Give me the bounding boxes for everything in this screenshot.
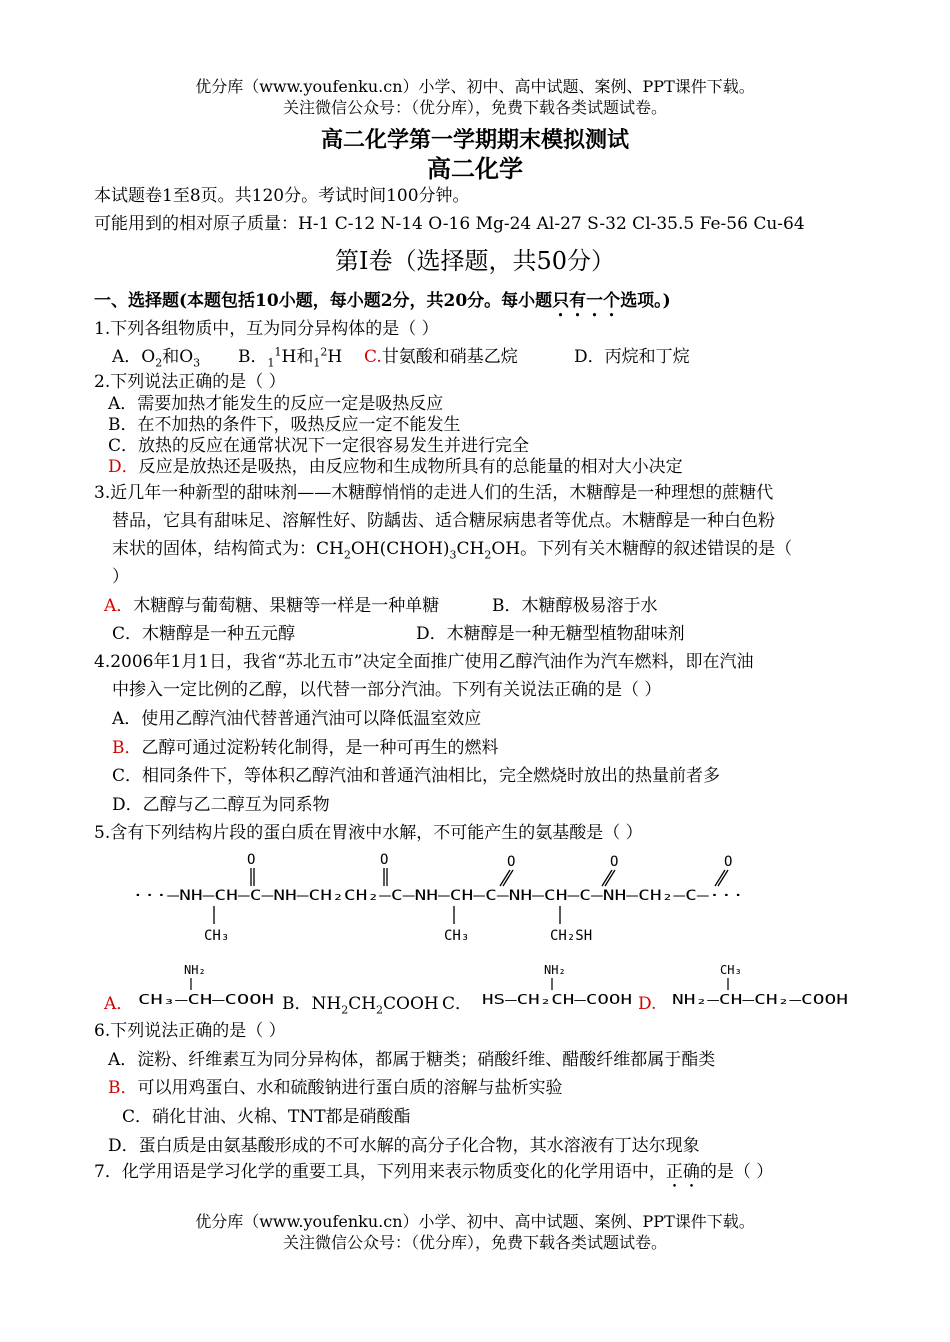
footer-line-1: 优分库（www.youfenku.cn）小学、初中、高中试题、案例、PPT课件下载。 — [195, 1212, 755, 1231]
q3-line-2: 替品，它具有甜味足、溶解性好、防龋齿、适合糖尿病患者等优点。木糖醇是一种白色粉 — [112, 511, 775, 531]
carbonyl-oxygen: O — [610, 854, 619, 870]
q6-stem: 6.下列说法正确的是（ ） — [94, 1021, 286, 1041]
section-heading-a: 一、选择题(本题包括10小题，每小题2分，共20分。每小题 — [94, 291, 553, 311]
q7-stem: 7．化学用语是学习化学的重要工具，下列用来表示物质变化的化学用语中，正确的是（ ） — [94, 1162, 774, 1182]
q5-stem: 5.含有下列结构片段的蛋白质在胃液中水解，不可能产生的氨基酸是（ ） — [94, 823, 643, 843]
svg-text:HS—CH₂CH—COOH: HS—CH₂CH—COOH — [482, 993, 632, 1008]
svg-text:NH₂—CH—CH₂—COOH: NH₂—CH—CH₂—COOH — [672, 993, 848, 1008]
q2-option-d: D．反应是放热还是吸热，由反应物和生成物所具有的总能量的相对大小决定 — [108, 457, 683, 477]
q5-option-a-letter: A． — [104, 994, 134, 1014]
q2-stem: 2.下列说法正确的是（ ） — [94, 372, 286, 392]
q2-option-b: B．在不加热的条件下，吸热反应一定不能发生 — [108, 415, 461, 435]
side-chain-ch3: CH₃ — [444, 928, 470, 944]
q3-line-3: 末状的固体，结构简式为：$CH_2OH(CHOH)_3CH_2OH$。下列有关木糖醇的叙述错误的是（ — [112, 539, 793, 562]
header-line-2: 关注微信公众号：（优分库），免费下载各类试题试卷。 — [282, 98, 667, 117]
q5-option-a-formula — [136, 958, 276, 1010]
q3-line-1: 3.近几年一种新型的甜味剂——木糖醇悄悄的走进人们的生活，木糖醇是一种理想的蔗糖代 — [94, 483, 774, 503]
q3-option-d: D．木糖醇是一种无糖型植物甜味剂 — [416, 624, 685, 644]
carbonyl-oxygen: O — [380, 852, 389, 868]
q6-option-b: B．可以用鸡蛋白、水和硫酸钠进行蛋白质的溶解与盐析实验 — [108, 1078, 563, 1098]
peptide-chain: ···—NH—CH—C—NH—CH₂CH₂—C—NH—CH—C—NH—CH—C—NH—CH₂—C—··· — [132, 888, 744, 904]
side-chain-ch2sh: CH₂SH — [550, 928, 593, 944]
q6-option-a: A．淀粉、纤维素互为同分异构体，都属于糖类；硝酸纤维、醋酸纤维都属于酯类 — [108, 1050, 716, 1070]
svg-text:NH₂: NH₂ — [544, 963, 566, 977]
header-line-1: 优分库（www.youfenku.cn）小学、初中、高中试题、案例、PPT课件下载。 — [195, 77, 755, 96]
q4-option-b: B．乙醇可通过淀粉转化制得，是一种可再生的燃料 — [112, 738, 499, 758]
svg-text:NH₂: NH₂ — [184, 963, 206, 977]
q2-option-c: C．放热的反应在通常状况下一定很容易发生并进行完全 — [108, 436, 530, 456]
section-heading — [94, 290, 671, 321]
exam-intro: 本试题卷1至8页。共120分。考试时间100分钟。 — [94, 186, 470, 206]
carbonyl-oxygen: O — [247, 852, 256, 868]
atomic-masses: 可能用到的相对原子质量：H-1 C-12 N-14 O-16 Mg-24 Al-27 S-32 Cl-35.5 Fe-56 Cu-64 — [94, 214, 805, 234]
section-heading-emph: 只有一个 — [552, 291, 621, 311]
q4-line-1: 4.2006年1月1日，我省“苏北五市”决定全面推广使用乙醇汽油作为汽车燃料，即在汽油 — [94, 652, 754, 672]
q1-option-d: D．丙烷和丁烷 — [574, 347, 690, 367]
q5-option-d-formula — [670, 958, 852, 1010]
q5-option-c-formula — [480, 958, 634, 1010]
q1-option-c: C.甘氨酸和硝基乙烷 — [364, 347, 518, 367]
q1-option-a: A．$O_2$和$O_3$ — [112, 347, 201, 370]
svg-text:CH₃: CH₃ — [720, 963, 742, 977]
q2-option-a: A．需要加热才能发生的反应一定是吸热反应 — [108, 394, 444, 414]
svg-text:CH₃—CH—COOH: CH₃—CH—COOH — [138, 993, 274, 1008]
q1-option-b: B．$_1^1$H和$_1^2$H — [238, 345, 343, 370]
q6-option-d: D．蛋白质是由氨基酸形成的不可水解的高分子化合物，其水溶液有丁达尔现象 — [108, 1136, 700, 1156]
q4-option-c: C．相同条件下，等体积乙醇汽油和普通汽油相比，完全燃烧时放出的热量前者多 — [112, 766, 721, 786]
q3-line-4: ） — [112, 567, 129, 587]
q5-option-c-letter: C． — [442, 994, 473, 1014]
q5-option-d-letter: D. — [638, 994, 657, 1014]
side-chain-ch3: CH₃ — [204, 928, 230, 944]
footer-line-2: 关注微信公众号：（优分库），免费下载各类试题试卷。 — [282, 1233, 667, 1252]
q6-option-c: C．硝化甘油、火棉、TNT都是硝酸酯 — [122, 1107, 411, 1127]
carbonyl-oxygen: O — [507, 854, 516, 870]
q3-option-b: B．木糖醇极易溶于水 — [492, 596, 658, 616]
part-title: 第I卷（选择题，共50分） — [334, 247, 616, 275]
section-heading-b: 选项。) — [620, 291, 671, 311]
q3-option-a: A．木糖醇与葡萄糖、果糖等一样是一种单糖 — [104, 596, 440, 616]
q3-option-c: C．木糖醇是一种五元醇 — [112, 624, 296, 644]
q4-line-2: 中掺入一定比例的乙醇，以代替一部分汽油。下列有关说法正确的是（ ） — [112, 680, 662, 700]
protein-structure-diagram — [132, 848, 748, 944]
q4-option-d: D．乙醇与乙二醇互为同系物 — [112, 795, 330, 815]
q4-option-a: A．使用乙醇汽油代替普通汽油可以降低温室效应 — [112, 709, 482, 729]
carbonyl-oxygen: O — [724, 854, 733, 870]
q5-option-b: B．$NH_2CH_2COOH$ — [282, 994, 439, 1017]
page-title: 高二化学第一学期期末模拟测试 — [320, 127, 629, 153]
q1-stem: 1.下列各组物质中，互为同分异构体的是（ ） — [94, 319, 439, 339]
page-subtitle: 高二化学 — [427, 154, 523, 183]
